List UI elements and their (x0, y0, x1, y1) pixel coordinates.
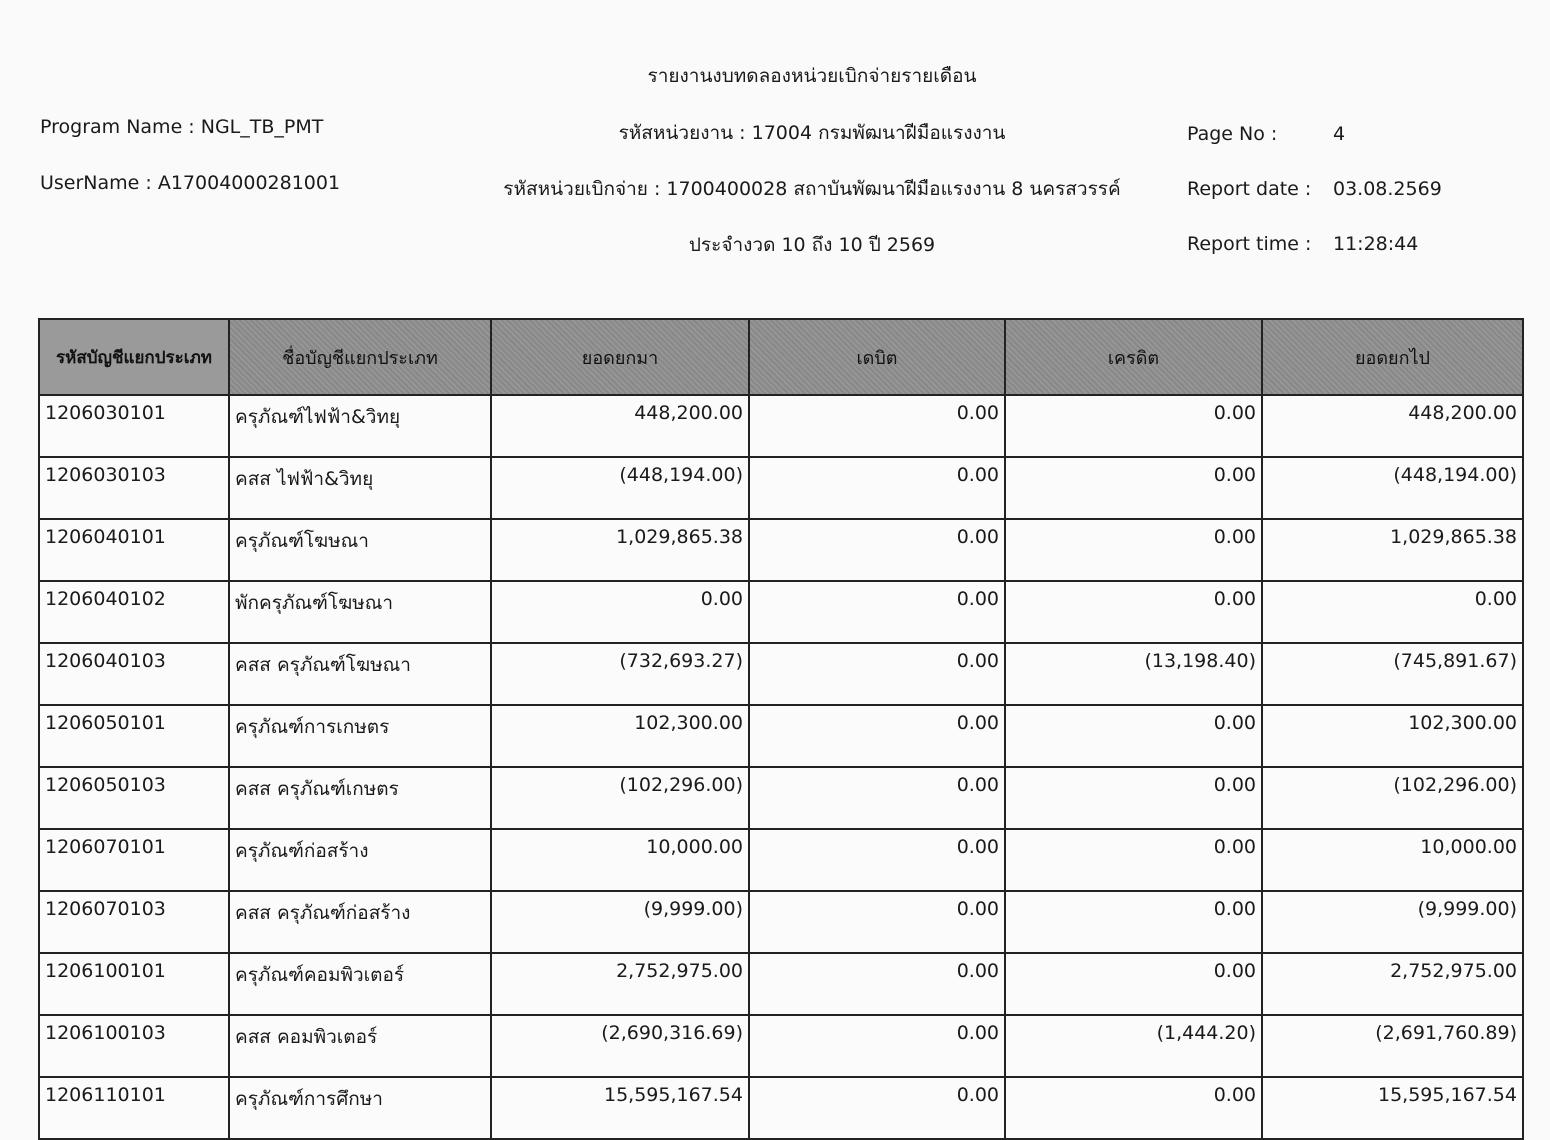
cell-debit: 0.00 (749, 519, 1005, 581)
cell-credit: 0.00 (1005, 891, 1262, 953)
cell-account-name: คสส ครุภัณฑ์เกษตร (229, 767, 491, 829)
page-no-label: Page No : (1187, 123, 1278, 145)
cell-debit: 0.00 (749, 953, 1005, 1015)
cell-debit: 0.00 (749, 395, 1005, 457)
col-header-debit: เดบิต (749, 319, 1005, 395)
cell-brought-forward: (448,194.00) (491, 457, 749, 519)
table-row (39, 1015, 1523, 1077)
cell-account-code: 1206100103 (39, 1015, 229, 1077)
cell-debit: 0.00 (749, 1015, 1005, 1077)
table-row (39, 705, 1523, 767)
table-row (39, 643, 1523, 705)
cell-debit: 0.00 (749, 891, 1005, 953)
cell-credit: (1,444.20) (1005, 1015, 1262, 1077)
table-row (39, 953, 1523, 1015)
cell-account-code: 1206070103 (39, 891, 229, 953)
col-header-account-name: ชื่อบัญชีแยกประเภท (229, 319, 491, 395)
cell-account-code: 1206040102 (39, 581, 229, 643)
cell-carried-forward: 1,029,865.38 (1262, 519, 1523, 581)
cell-brought-forward: 448,200.00 (491, 395, 749, 457)
cell-account-name: ครุภัณฑ์การศึกษา (229, 1077, 491, 1139)
cell-credit: 0.00 (1005, 705, 1262, 767)
disbursement-unit-line: รหัสหน่วยเบิกจ่าย : 1700400028 สถาบันพัฒนาฝีมือแรงงาน 8 นครสวรรค์ (503, 178, 1121, 200)
cell-account-name: ครุภัณฑ์ก่อสร้าง (229, 829, 491, 891)
cell-credit: 0.00 (1005, 395, 1262, 457)
cell-brought-forward: (2,690,316.69) (491, 1015, 749, 1077)
cell-brought-forward: (102,296.00) (491, 767, 749, 829)
cell-brought-forward: 10,000.00 (491, 829, 749, 891)
cell-carried-forward: (2,691,760.89) (1262, 1015, 1523, 1077)
cell-brought-forward: 1,029,865.38 (491, 519, 749, 581)
cell-debit: 0.00 (749, 705, 1005, 767)
cell-brought-forward: 2,752,975.00 (491, 953, 749, 1015)
cell-credit: 0.00 (1005, 829, 1262, 891)
report-title: รายงานงบทดลองหน่วยเบิกจ่ายรายเดือน (647, 65, 977, 87)
cell-brought-forward: (732,693.27) (491, 643, 749, 705)
cell-carried-forward: (102,296.00) (1262, 767, 1523, 829)
table-row (39, 829, 1523, 891)
cell-carried-forward: 448,200.00 (1262, 395, 1523, 457)
cell-debit: 0.00 (749, 1077, 1005, 1139)
cell-account-code: 1206050103 (39, 767, 229, 829)
cell-account-name: คสส ครุภัณฑ์ก่อสร้าง (229, 891, 491, 953)
cell-account-code: 1206070101 (39, 829, 229, 891)
cell-credit: 0.00 (1005, 1077, 1262, 1139)
cell-account-name: ครุภัณฑ์การเกษตร (229, 705, 491, 767)
table-row (39, 395, 1523, 457)
report-date-label: Report date : (1187, 178, 1312, 200)
agency-line: รหัสหน่วยงาน : 17004 กรมพัฒนาฝีมือแรงงาน (618, 122, 1006, 144)
cell-carried-forward: 10,000.00 (1262, 829, 1523, 891)
cell-credit: (13,198.40) (1005, 643, 1262, 705)
table-row (39, 519, 1523, 581)
report-date-value: 03.08.2569 (1333, 178, 1442, 200)
cell-credit: 0.00 (1005, 581, 1262, 643)
cell-account-code: 1206100101 (39, 953, 229, 1015)
user-name: UserName : A17004000281001 (40, 172, 341, 194)
cell-credit: 0.00 (1005, 767, 1262, 829)
cell-account-code: 1206040101 (39, 519, 229, 581)
trial-balance-table (38, 318, 1524, 1140)
cell-carried-forward: 0.00 (1262, 581, 1523, 643)
cell-debit: 0.00 (749, 767, 1005, 829)
cell-brought-forward: (9,999.00) (491, 891, 749, 953)
report-time-label: Report time : (1187, 233, 1312, 255)
col-header-credit: เครดิต (1005, 319, 1262, 395)
cell-account-code: 1206050101 (39, 705, 229, 767)
cell-carried-forward: (745,891.67) (1262, 643, 1523, 705)
cell-account-code: 1206030101 (39, 395, 229, 457)
report-time-value: 11:28:44 (1333, 233, 1419, 255)
cell-carried-forward: 2,752,975.00 (1262, 953, 1523, 1015)
cell-credit: 0.00 (1005, 457, 1262, 519)
cell-account-name: ครุภัณฑ์คอมพิวเตอร์ (229, 953, 491, 1015)
cell-account-name: ครุภัณฑ์ไฟฟ้า&วิทยุ (229, 395, 491, 457)
cell-credit: 0.00 (1005, 519, 1262, 581)
table-row (39, 1077, 1523, 1139)
table-header-row (39, 319, 1523, 395)
page-no-value: 4 (1333, 123, 1346, 145)
cell-account-code: 1206110101 (39, 1077, 229, 1139)
col-header-account-code: รหัสบัญชีแยกประเภท (39, 319, 229, 395)
cell-account-name: คสส ไฟฟ้า&วิทยุ (229, 457, 491, 519)
table-row (39, 581, 1523, 643)
col-header-brought-forward: ยอดยกมา (491, 319, 749, 395)
cell-account-name: คสส ครุภัณฑ์โฆษณา (229, 643, 491, 705)
cell-carried-forward: (9,999.00) (1262, 891, 1523, 953)
col-header-carried-forward: ยอดยกไป (1262, 319, 1523, 395)
cell-debit: 0.00 (749, 643, 1005, 705)
table-row (39, 457, 1523, 519)
cell-carried-forward: (448,194.00) (1262, 457, 1523, 519)
cell-account-code: 1206030103 (39, 457, 229, 519)
cell-account-code: 1206040103 (39, 643, 229, 705)
cell-account-name: พักครุภัณฑ์โฆษณา (229, 581, 491, 643)
cell-brought-forward: 102,300.00 (491, 705, 749, 767)
cell-brought-forward: 0.00 (491, 581, 749, 643)
cell-debit: 0.00 (749, 829, 1005, 891)
cell-debit: 0.00 (749, 581, 1005, 643)
cell-brought-forward: 15,595,167.54 (491, 1077, 749, 1139)
period-line: ประจำงวด 10 ถึง 10 ปี 2569 (688, 234, 936, 256)
cell-carried-forward: 15,595,167.54 (1262, 1077, 1523, 1139)
cell-carried-forward: 102,300.00 (1262, 705, 1523, 767)
cell-account-name: ครุภัณฑ์โฆษณา (229, 519, 491, 581)
cell-credit: 0.00 (1005, 953, 1262, 1015)
table-row (39, 767, 1523, 829)
program-name: Program Name : NGL_TB_PMT (40, 116, 324, 138)
cell-debit: 0.00 (749, 457, 1005, 519)
table-row (39, 891, 1523, 953)
cell-account-name: คสส คอมพิวเตอร์ (229, 1015, 491, 1077)
